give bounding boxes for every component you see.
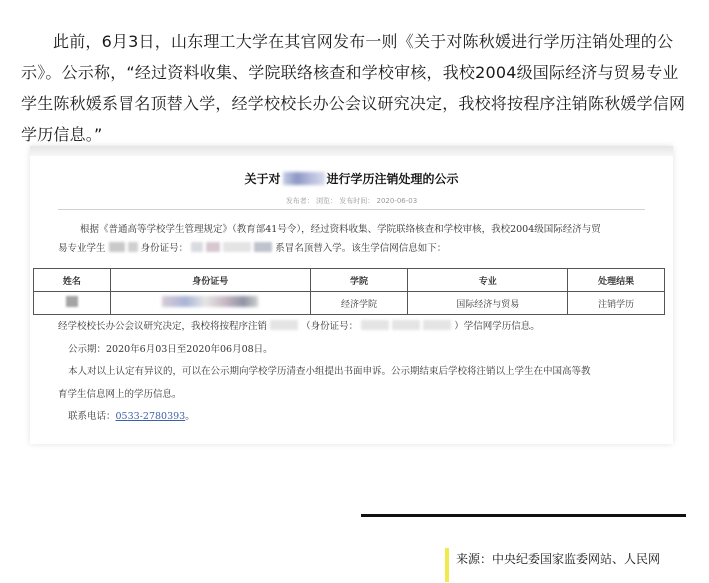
redacted-id-blur xyxy=(361,320,389,330)
period-line: 公示期：2020年6月03日至2020年06月08日。 xyxy=(68,343,273,355)
redacted-id-blur xyxy=(206,242,220,252)
notice-divider xyxy=(58,209,645,210)
table-header-cell: 姓名 xyxy=(34,269,111,292)
table-header-cell: 学院 xyxy=(310,269,408,292)
source-credit: 来源：中央纪委国家监委网站、人民网 xyxy=(445,548,660,582)
decision-text-c: ）学信网学历信息。 xyxy=(454,321,540,332)
redacted-id-blur xyxy=(191,242,203,252)
notice-body xyxy=(58,220,663,258)
decision-line xyxy=(58,316,663,339)
contact-line xyxy=(58,406,663,429)
notice-meta: 发布者： 浏览： 发布时间： 2020-06-03 xyxy=(285,197,418,205)
redacted-name-blur xyxy=(283,172,325,185)
redacted-name-blur xyxy=(66,296,78,307)
college-cell: 经济学院 xyxy=(310,292,408,315)
decision-text-b: （身份证号： xyxy=(301,321,359,332)
objection-line-2: 育学生信息网上的学历信息。 xyxy=(58,388,182,400)
student-info-table xyxy=(33,268,665,315)
redacted-name-blur xyxy=(109,242,125,252)
redacted-id-blur xyxy=(254,242,272,252)
table-header-cell: 身份证号 xyxy=(110,269,310,292)
notice-body-line-1: 根据《普通高等学校学生管理规定》（教育部41号令），经过资料收集、学院联络核查和学校审核，我校2004级国际经济与贸 xyxy=(80,224,601,235)
redacted-id-blur xyxy=(423,320,451,330)
result-cell: 注销学历 xyxy=(568,292,665,315)
bottom-divider xyxy=(361,514,686,517)
notice-body-line-2 xyxy=(58,239,663,258)
notice-title xyxy=(30,170,673,187)
id-cell xyxy=(110,292,310,315)
notice-body-text-a: 易专业学生 xyxy=(58,243,106,254)
notice-tail xyxy=(58,316,663,429)
contact-phone-link[interactable]: 0533-2780393 xyxy=(115,411,186,422)
redacted-id-blur xyxy=(223,242,251,252)
table-row xyxy=(34,292,665,315)
decision-text-a: 经学校校长办公会议研究决定，我校将按程序注销 xyxy=(58,321,268,332)
notice-top-bar xyxy=(30,146,673,156)
contact-end: 。 xyxy=(185,411,195,422)
name-cell xyxy=(34,292,111,315)
redacted-id-blur xyxy=(392,320,420,330)
redacted-name-blur xyxy=(128,242,138,252)
notice-body-text-c: 系冒名顶替入学。该生学信网信息如下： xyxy=(275,243,447,254)
table-header-cell: 处理结果 xyxy=(568,269,665,292)
notice-title-prefix: 关于对 xyxy=(244,172,281,186)
objection-line-1: 本人对以上认定有异议的，可以在公示期向学校学历清查小组提出书面申诉。公示期结束后学校将注销以上学生在中国高等教 xyxy=(68,366,591,377)
major-cell: 国际经济与贸易 xyxy=(408,292,568,315)
notice-screenshot xyxy=(30,146,673,444)
redacted-id-blur xyxy=(162,296,258,307)
table-header-cell: 专业 xyxy=(408,269,568,292)
redacted-name-blur xyxy=(270,320,298,330)
notice-body-text-b: 身份证号： xyxy=(140,243,189,254)
table-header-row xyxy=(34,269,665,292)
article-paragraph: 此前，6月3日，山东理工大学在其官网发布一则《关于对陈秋媛进行学历注销处理的公示》。公示称，“经过资料收集、学院联络核查和学校审核，我校2004级国际经济与贸易专业学生陈秋媛系冒名顶替入学，经学校校长办公会议研究决定，我校将按程序注销陈秋媛学信网学历信息。” xyxy=(21,32,686,144)
notice-title-suffix: 进行学历注销处理的公示 xyxy=(326,172,459,186)
contact-label: 联系电话： xyxy=(68,411,116,422)
